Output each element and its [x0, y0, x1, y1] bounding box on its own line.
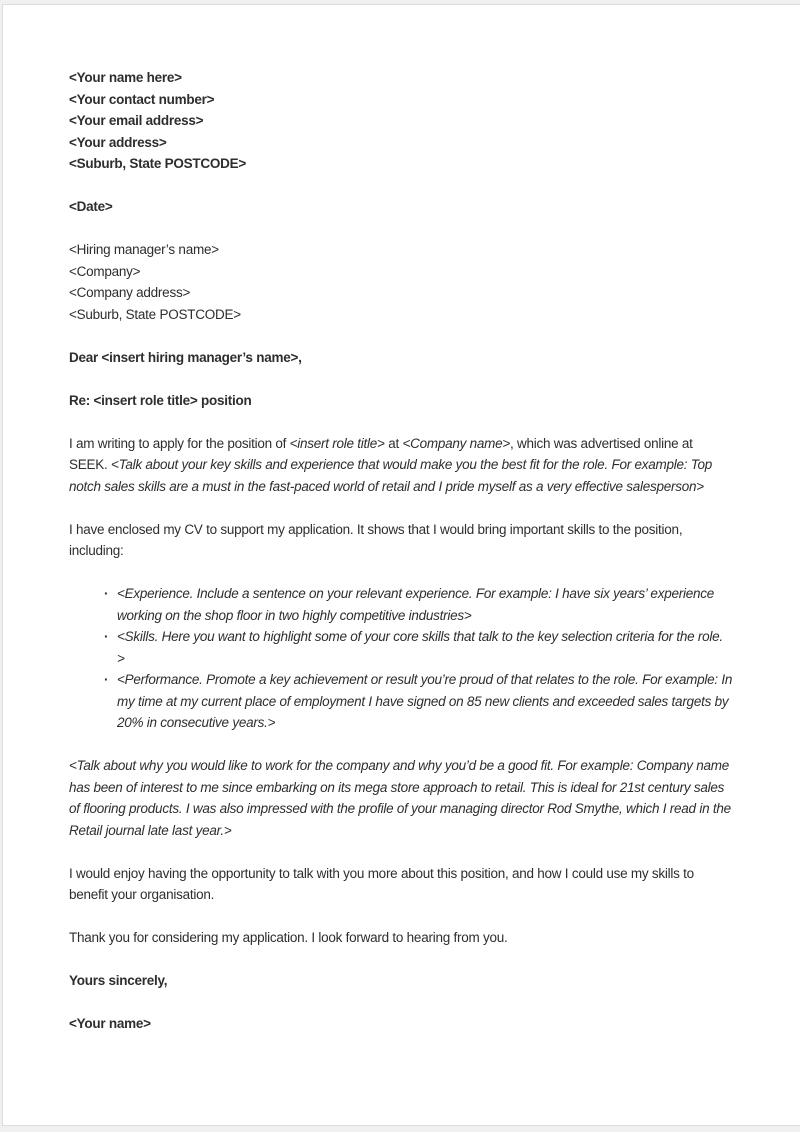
signature-placeholder: <Your name>	[69, 1016, 151, 1031]
role-title-placeholder: <insert role title>	[289, 435, 385, 451]
list-item-performance: · <Performance. Promote a key achievement or result you’re proud of that relates to the role. For example: In my time at my current place of employment I have signed on 85 new clients and exceeded sales targets by 20% in consecutive years.>	[117, 669, 733, 734]
date-placeholder: <Date>	[69, 199, 113, 214]
recipient-company-placeholder: <Company>	[69, 263, 141, 279]
salutation-line: Dear <insert hiring manager’s name>,	[69, 349, 302, 365]
sender-suburb-placeholder: <Suburb, State POSTCODE>	[69, 156, 247, 171]
recipient-suburb-placeholder: <Suburb, State POSTCODE>	[69, 306, 241, 322]
subject-line: Re: <insert role title> position	[69, 392, 252, 408]
closing-paragraph-1: I would enjoy having the opportunity to talk with you more about this position, and how I could use my skills to benefit your organisation.	[69, 865, 694, 902]
skills-guidance-placeholder: <Talk about your key skills and experience that would make you the best fit for the role. For example: Top notch sales skills are a must in the fast-paced world of retail and I pride myself as a very effective salesperson>	[69, 457, 712, 494]
recipient-company-address-placeholder: <Company address>	[69, 285, 191, 300]
opening-text-3: , which was advertised online at SEEK.	[69, 435, 693, 472]
list-item-skills: · <Skills. Here you want to highlight some of your core skills that talk to the key selection criteria for the role. >	[117, 626, 733, 669]
sender-address-block	[69, 67, 733, 175]
sender-name-placeholder: <Your name here>	[69, 70, 182, 85]
sender-address-placeholder: <Your address>	[69, 134, 167, 150]
signoff-line: Yours sincerely,	[69, 973, 168, 988]
sender-email-placeholder: <Your email address>	[69, 113, 204, 128]
company-name-placeholder: <Company name>	[402, 435, 511, 451]
letter-page	[2, 4, 800, 1126]
sender-contact-placeholder: <Your contact number>	[69, 91, 215, 107]
closing-paragraph-2: Thank you for considering my application. I look forward to hearing from you.	[69, 930, 508, 945]
opening-text-1: I am writing to apply for the position of	[69, 435, 290, 451]
recipient-name-placeholder: <Hiring manager’s name>	[69, 242, 219, 257]
letter-content	[3, 5, 733, 1035]
skills-bullet-list	[69, 583, 733, 734]
why-company-paragraph: <Talk about why you would like to work for the company and why you’d be a good fit. For example: Company name has been of interest to me since embarking on its mega store approach to retail. This is ideal for 21st century sales of flooring products. I was also impressed with the profile of your managing director Rod Smythe, which I read in the Retail journal late last year.>	[69, 758, 731, 838]
cv-paragraph: I have enclosed my CV to support my application. It shows that I would bring important skills to the position, including:	[69, 521, 683, 558]
list-item-experience: · <Experience. Include a sentence on your relevant experience. For example: I have six years’ experience working on the shop floor in two highly competitive industries>	[117, 583, 733, 626]
recipient-address-block	[69, 239, 733, 325]
opening-text-2: at	[384, 435, 403, 451]
opening-paragraph	[69, 433, 733, 498]
